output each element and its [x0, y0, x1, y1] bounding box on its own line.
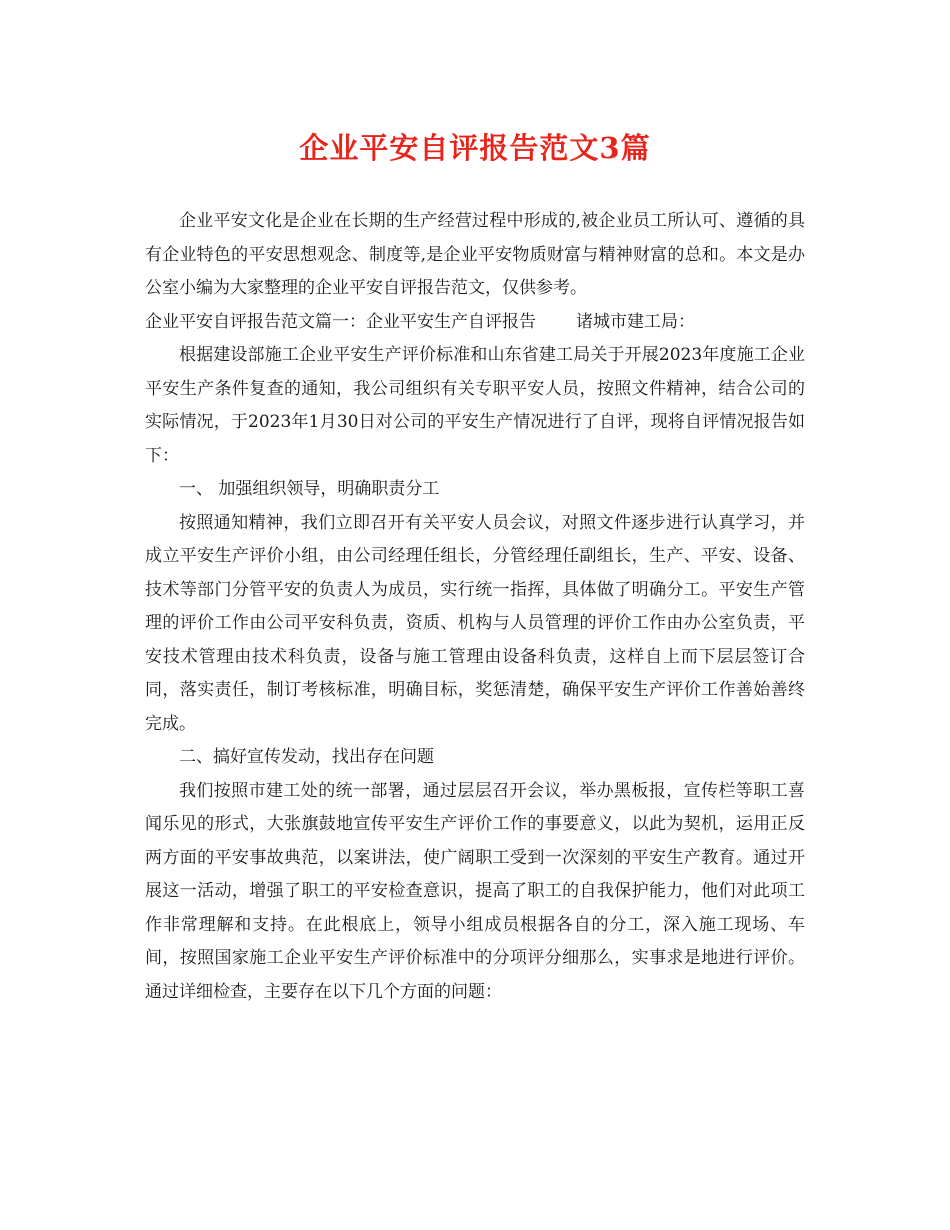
document-body [145, 205, 805, 1009]
addressee: 诸城市建工局： [576, 311, 695, 332]
paragraph-2: 按照通知精神，我们立即召开有关平安人员会议，对照文件逐步进行认真学习，并成立平安生产评价小组，由公司经理任组长，分管经理任副组长，生产、平安、设备、技术等部门分管平安的负责人为成员，实行统一指挥，具体做了明确分工。平安生产管理的评价工作由公司平安科负责，资质、机构与人员管理的评价工作由办公室负责，平安技术管理由技术科负责，设备与施工管理由设备科负责，这样自上而下层层签订合同，落实责任，制订考核标准，明确目标，奖惩清楚，确保平安生产评价工作善始善终完成。 [145, 512, 805, 734]
paragraph-3: 我们按照市建工处的统一部署，通过层层召开会议，举办黑板报，宣传栏等职工喜闻乐见的形式，大张旗鼓地宣传平安生产评价工作的事要意义，以此为契机，运用正反两方面的平安事故典范，以案讲法，使广阔职工受到一次深刻的平安生产教育。通过开展这一活动，增强了职工的平安检查意识，提高了职工的自我保护能力，他们对此项工作非常理解和支持。在此根底上，领导小组成员根据各自的分工，深入施工现场、车间，按照国家施工企业平安生产评价标准中的分项评分细那么，实事求是地进行评价。通过详细检查，主要存在以下几个方面的问题： [145, 780, 805, 1002]
section-title-line [145, 306, 805, 340]
document-title: 企业平安自评报告范文3篇 [299, 131, 651, 165]
intro-paragraph: 企业平安文化是企业在长期的生产经营过程中形成的,被企业员工所认可、遵循的具有企业特色的平安思想观念、制度等,是企业平安物质财富与精神财富的总和。本文是办公室小编为大家整理的企业平安自评报告范文，仅供参考。 [145, 211, 805, 298]
heading-1: 一、 加强组织领导，明确职责分工 [179, 479, 440, 499]
paragraph-1: 根据建设部施工企业平安生产评价标准和山东省建工局关于开展2023年度施工企业平安生产条件复查的通知，我公司组织有关专职平安人员，按照文件精神，结合公司的实际情况，于2023年1月30日对公司的平安生产情况进行了自评，现将自评情况报告如下： [145, 345, 805, 466]
heading-2: 二、搞好宣传发动，找出存在问题 [179, 747, 434, 767]
section-title: 企业平安自评报告范文篇一：企业平安生产自评报告 [145, 311, 536, 332]
